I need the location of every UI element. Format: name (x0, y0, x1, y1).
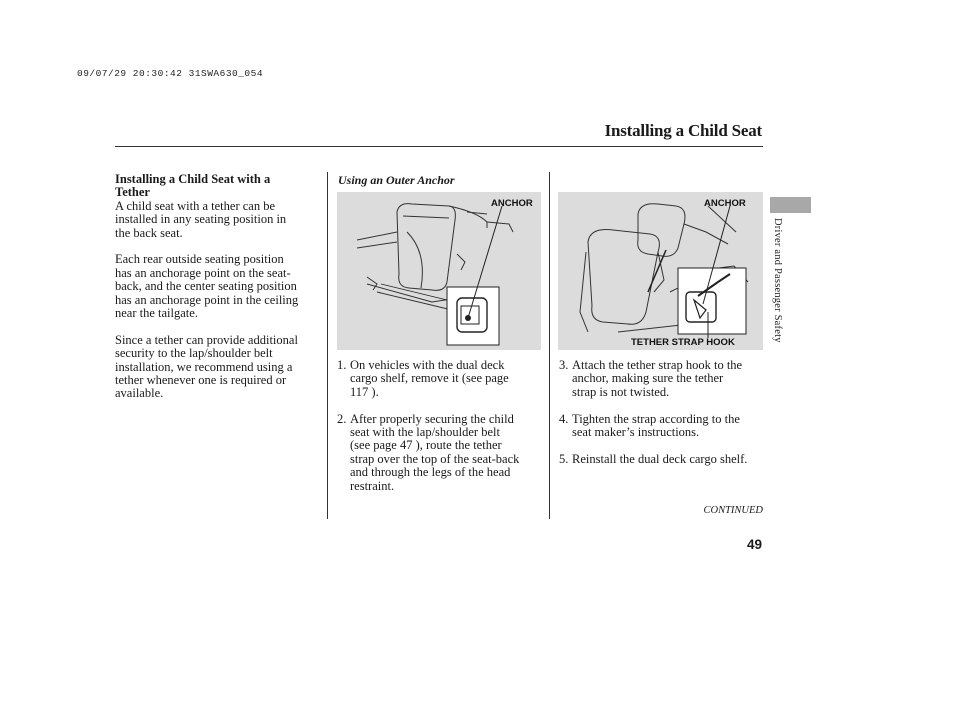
page-number: 49 (746, 537, 762, 552)
paragraph-1: A child seat with a tether can be installed in any seating position in the back seat. (115, 198, 287, 240)
continued-label: CONTINUED (703, 505, 763, 516)
step-3: 3. Attach the tether strap hook to the anchor, making sure the tether strap is not twisted. (559, 358, 743, 399)
middle-steps (337, 359, 542, 493)
seat-illustration-left (337, 192, 541, 350)
print-stamp: 09/07/29 20:30:42 31SWA630_054 (77, 68, 264, 79)
step-5: 5. Reinstall the dual deck cargo shelf. (559, 451, 748, 466)
step-2: 2. After properly securing the child seat with the lap/shoulder belt (see page 47 ), route the tether strap over the top of the seat-back and through the legs of the head restraint. (337, 411, 520, 493)
seat-illustration-right (558, 192, 763, 350)
section-tab-marker (770, 197, 811, 213)
figure-outer-anchor (337, 192, 541, 350)
page-title: Installing a Child Seat (604, 121, 762, 140)
paragraph-2: Each rear outside seating position has an anchorage point on the seat- back, and the center seating position has an anchorage point in the ceiling near the tailgate. (115, 252, 299, 321)
anchor-label-right: ANCHOR (704, 198, 746, 209)
figure-tether-hook (558, 192, 763, 350)
subheading: Using an Outer Anchor (338, 173, 455, 187)
tether-strap-hook-label: TETHER STRAP HOOK (631, 337, 735, 348)
section-tab-label: Driver and Passenger Safety (772, 218, 783, 343)
paragraph-3: Since a tether can provide additional security to the lap/shoulder belt installation, we recommend using a tether whenever one is required or available. (115, 332, 298, 401)
title-rule (115, 146, 763, 147)
step-4: 4. Tighten the strap according to the seat maker’s instructions. (559, 411, 740, 440)
step-1: 1. On vehicles with the dual deck cargo shelf, remove it (see page 117 ). (337, 358, 509, 399)
right-steps (559, 359, 769, 466)
column-divider-right (549, 172, 550, 519)
section-heading: Installing a Child Seat with a Tether (115, 172, 271, 200)
anchor-label: ANCHOR (491, 198, 533, 209)
column-divider-left (327, 172, 328, 519)
left-column (115, 173, 320, 401)
